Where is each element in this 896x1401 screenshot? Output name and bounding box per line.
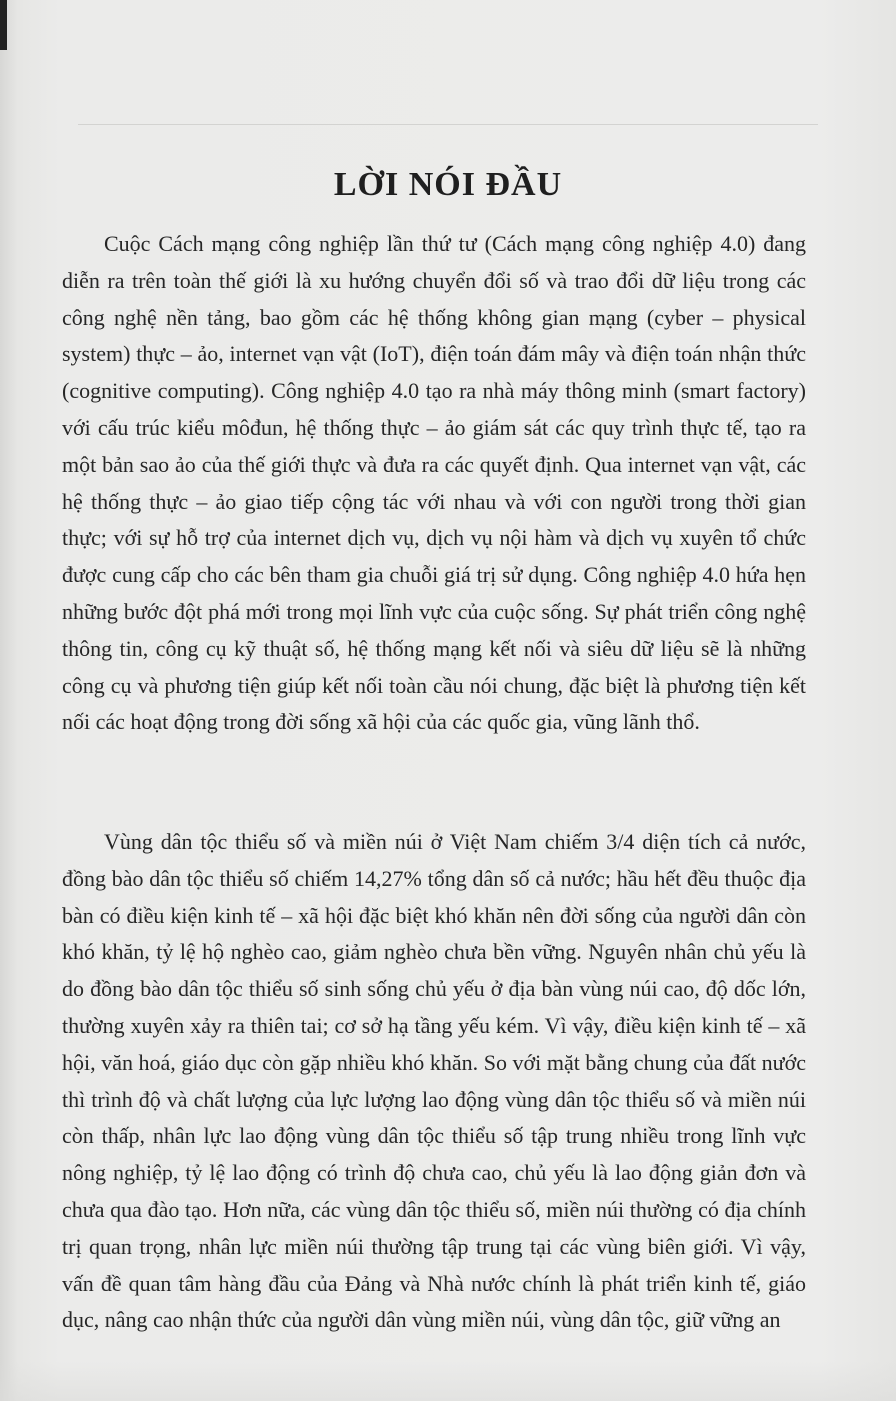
page-edge-shadow [0,0,7,50]
paragraph-1: Cuộc Cách mạng công nghiệp lần thứ tư (Cách mạng công nghiệp 4.0) đang diễn ra trên toàn thế giới là xu hướng chuyển đổi số và trao đổi dữ liệu trong các công nghệ nền tảng, bao gồm các hệ thống không gian mạng (cyber – physical system) thực – ảo, internet vạn vật (IoT), điện toán đám mây và điện toán nhận thức (cognitive computing). Công nghiệp 4.0 tạo ra nhà máy thông minh (smart factory) với cấu trúc kiểu môđun, hệ thống thực – ảo giám sát các quy trình thực tế, tạo ra một bản sao ảo của thế giới thực và đưa ra các quyết định. Qua internet vạn vật, các hệ thống thực – ảo giao tiếp cộng tác với nhau và với con người trong thời gian thực; với sự hỗ trợ của internet dịch vụ, dịch vụ nội hàm và dịch vụ xuyên tổ chức được cung cấp cho các bên tham gia chuỗi giá trị sử dụng. Công nghiệp 4.0 hứa hẹn những bước đột phá mới trong mọi lĩnh vực của cuộc sống. Sự phát triển công nghệ thông tin, công cụ kỹ thuật số, hệ thống mạng kết nối và siêu dữ liệu sẽ là những công cụ và phương tiện giúp kết nối toàn cầu nói chung, đặc biệt là phương tiện kết nối các hoạt động trong đời sống xã hội của các quốc gia, vũng lãnh thổ. [62,231,806,735]
page-bottom-shadow [0,1361,896,1401]
page-title: LỜI NÓI ĐẦU [333,166,563,203]
show-through-rule [78,124,818,125]
paragraph-2: Vùng dân tộc thiểu số và miền núi ở Việt Nam chiếm 3/4 diện tích cả nước, đồng bào dân tộc thiểu số chiếm 14,27% tổng dân số cả nước; hầu hết đều thuộc địa bàn có điều kiện kinh tế – xã hội đặc biệt khó khăn nên đời sống của người dân còn khó khăn, tỷ lệ hộ nghèo cao, giảm nghèo chưa bền vững. Nguyên nhân chủ yếu là do đồng bào dân tộc thiểu số sinh sống chủ yếu ở địa bàn vùng núi cao, độ dốc lớn, thường xuyên xảy ra thiên tai; cơ sở hạ tầng yếu kém. Vì vậy, điều kiện kinh tế – xã hội, văn hoá, giáo dục còn gặp nhiều khó khăn. So với mặt bằng chung của đất nước thì trình độ và chất lượng của lực lượng lao động vùng dân tộc thiểu số và miền núi còn thấp, nhân lực lao động vùng dân tộc thiểu số tập trung nhiều trong lĩnh vực nông nghiệp, tỷ lệ lao động có trình độ chưa cao, chủ yếu là lao động giản đơn và chưa qua đào tạo. Hơn nữa, các vùng dân tộc thiểu số, miền núi thường có địa chính trị quan trọng, nhân lực miền núi thường tập trung tại các vùng biên giới. Vì vậy, vấn đề quan tâm hàng đầu của Đảng và Nhà nước chính là phát triển kinh tế, giáo dục, nâng cao nhận thức của người dân vùng miền núi, vùng dân tộc, giữ vững an [62,829,806,1333]
